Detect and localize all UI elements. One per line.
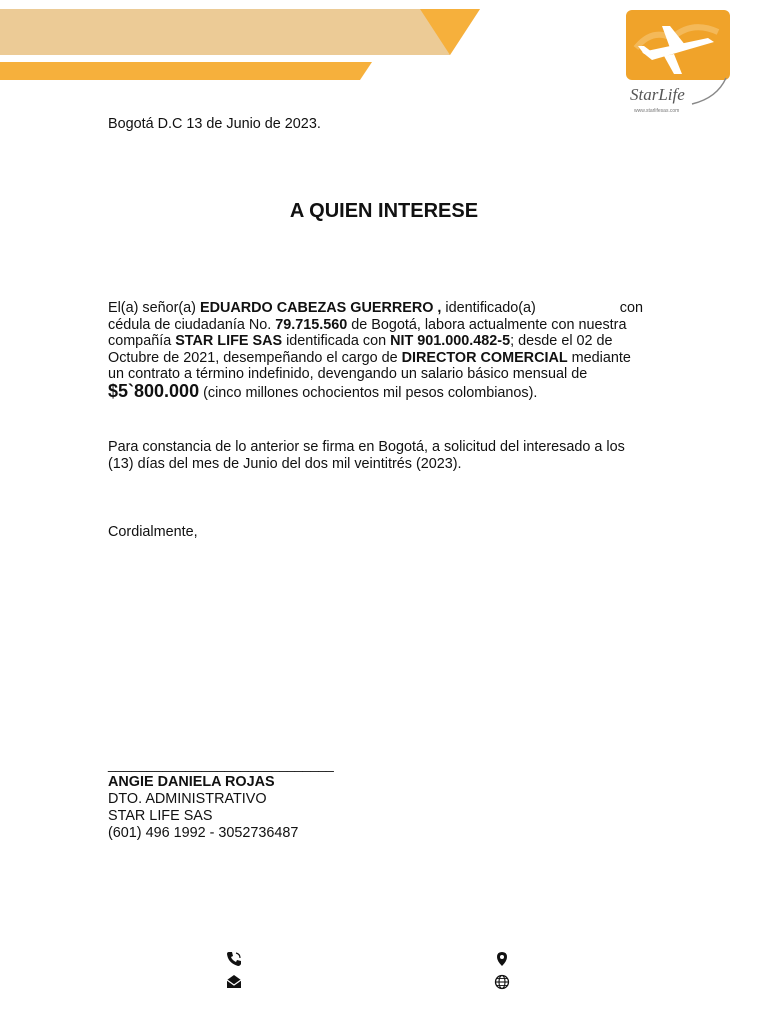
signer-department: DTO. ADMINISTRATIVO — [108, 791, 267, 807]
mail-icon — [226, 973, 242, 989]
signer-phone: (601) 496 1992 - 3052736487 — [108, 825, 299, 841]
signature-block — [108, 774, 298, 842]
letter-closing: Cordialmente, — [108, 524, 198, 540]
signature-line: _____________________________ — [108, 756, 334, 772]
signer-name: ANGIE DANIELA ROJAS — [108, 774, 275, 790]
globe-icon — [494, 974, 510, 990]
company-name: STAR LIFE SAS — [175, 333, 283, 349]
letter-body-paragraph-2: Para constancia de lo anterior se firma en Bogotá, a solicitud del interesado a los (13) días del mes de Junio del dos mil veintitrés (2023). — [108, 439, 625, 472]
header-band-bottom — [0, 62, 372, 80]
star-life-logo — [622, 8, 734, 120]
company-nit: NIT 901.000.482-5 — [390, 333, 511, 349]
header-band-top — [0, 9, 480, 55]
letter-date: Bogotá D.C 13 de Junio de 2023. — [108, 116, 321, 132]
location-pin-icon — [494, 951, 510, 967]
letter-title: A QUIEN INTERESE — [289, 200, 479, 222]
logo-wordmark: StarLife — [630, 85, 685, 104]
letter-body-paragraph-1: El(a) señor(a) EDUARDO CABEZAS GUERRERO , identificado(a) con cédula de ciudadanía No. 79.715.560 de Bogotá, labora actualmente con nuestra compañía STAR LIFE SAS identificada con NIT 901.000.482-5; desde el 02 de Octubre de 2021, desempeñando el cargo de DIRECTOR COMERCIAL mediante un contrato a término indefinido, devengando un salario básico mensual de $5`800.000 (cinco millones ochocientos mil pesos colombianos). — [108, 300, 643, 401]
signer-company: STAR LIFE SAS — [108, 808, 213, 824]
phone-icon — [226, 951, 242, 967]
employee-role: DIRECTOR COMERCIAL — [401, 349, 568, 366]
employee-id: 79.715.560 — [275, 316, 348, 333]
salary-amount: $5`800.000 — [108, 380, 200, 401]
employee-name: EDUARDO CABEZAS GUERRERO , — [199, 300, 442, 316]
logo-url: www.starlifesas.com — [634, 108, 680, 114]
